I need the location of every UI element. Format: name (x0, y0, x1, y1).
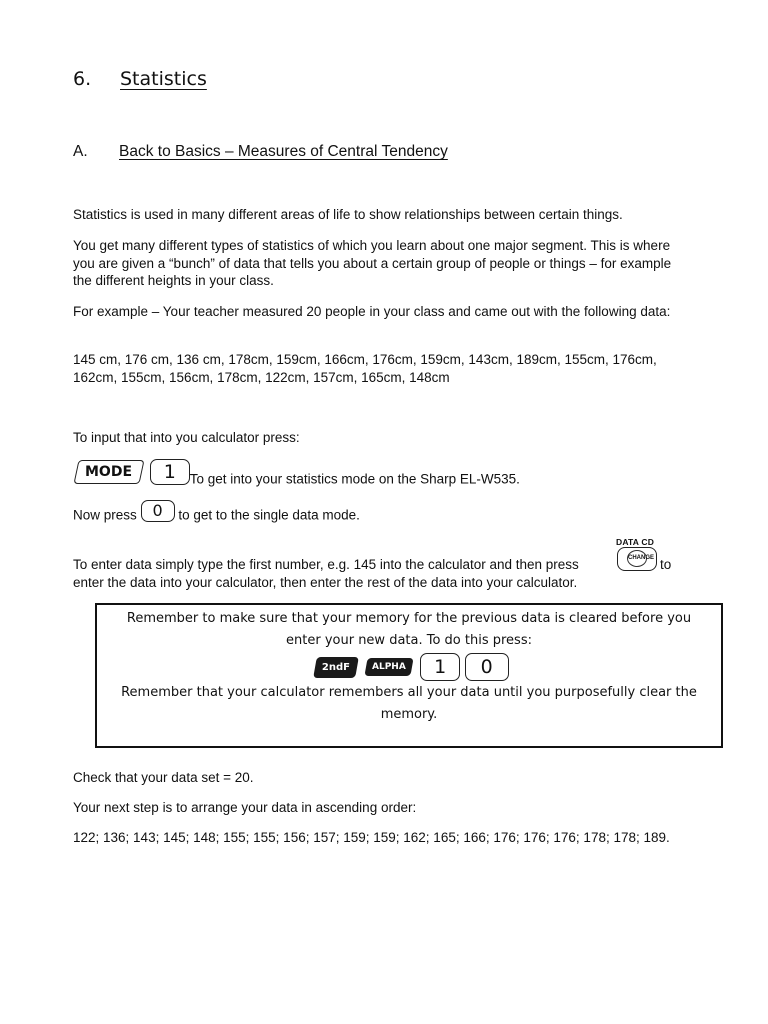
subsection-heading (73, 143, 448, 161)
one-key-icon: 1 (420, 653, 460, 681)
mode-instruction (76, 459, 520, 487)
zero-key-icon: 0 (141, 500, 175, 522)
memory-note-box (95, 603, 723, 748)
intro-paragraph: Statistics is used in many different areas of life to show relationships between certain things. (73, 207, 623, 222)
data-list-paragraph: 145 cm, 176 cm, 136 cm, 178cm, 159cm, 166cm, 176cm, 159cm, 143cm, 189cm, 155cm, 176cm, 162cm, 155cm, 156cm, 178cm, 122cm, 157cm, 165cm, 148cm (73, 352, 657, 385)
enter-data-to: to (660, 557, 672, 572)
check-paragraph: Check that your data set = 20. (73, 770, 254, 785)
alpha-key-icon: ALPHA (364, 658, 413, 676)
change-key-label: CHANGE (627, 550, 647, 567)
note-line2: Remember that your calculator remembers all your data until you purposefully clear the memory. (121, 685, 697, 722)
subsection-letter: A. (73, 143, 88, 160)
note-line1: Remember to make sure that your memory for the previous data is cleared before you enter your new data. To do this press: (126, 611, 692, 648)
mode-key-icon: MODE (73, 460, 144, 484)
enter-data-line2: enter the data into your calculator, then enter the rest of the data into your calculator. (73, 575, 578, 590)
clear-key-sequence (103, 652, 721, 682)
page-title (73, 68, 207, 90)
section-number: 6. (73, 68, 92, 90)
subsection-title: Back to Basics – Measures of Central Tendency (119, 143, 448, 160)
next-step-paragraph: Your next step is to arrange your data in ascending order: (73, 800, 417, 815)
enter-data-text: To enter data simply type the first number, e.g. 145 into the calculator and then press (73, 557, 579, 572)
change-key-icon (617, 547, 657, 571)
data-cd-label: DATA CD (616, 537, 655, 547)
example-paragraph: For example – Your teacher measured 20 people in your class and came out with the following data: (73, 304, 671, 319)
types-paragraph: You get many different types of statistics of which you learn about one major segment. This is where you are given a “bunch” of data that tells you about a certain group of people or things – for example the different heights in your class. (73, 238, 672, 288)
second-f-key-icon: 2ndF (313, 657, 359, 678)
section-title: Statistics (120, 68, 207, 90)
now-press-text: Now press (73, 507, 137, 523)
sorted-data-paragraph: 122; 136; 143; 145; 148; 155; 155; 156; 157; 159; 159; 162; 165; 166; 176; 176; 176; 178; 178; 189. (73, 830, 670, 845)
single-mode-text: to get to the single data mode. (178, 507, 360, 523)
single-mode-instruction (73, 500, 360, 523)
mode-instruction-text: To get into your statistics mode on the Sharp EL-W535. (189, 471, 520, 487)
zero-key-icon: 0 (465, 653, 509, 681)
input-intro-paragraph: To input that into you calculator press: (73, 430, 300, 445)
one-key-icon: 1 (150, 459, 190, 485)
